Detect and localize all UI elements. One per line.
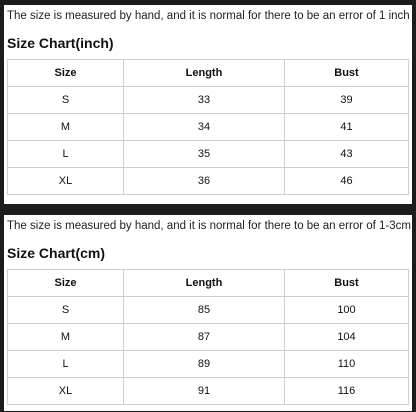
length-cell: 36: [124, 168, 285, 195]
size-cell: L: [8, 351, 124, 378]
table-row: [8, 297, 409, 324]
header-size: Size: [8, 270, 124, 297]
size-table: [7, 59, 409, 195]
size-cell: S: [8, 297, 124, 324]
measurement-note: The size is measured by hand, and it is normal for there to be an error of 1-3cm: [7, 220, 411, 232]
inch-size-chart-panel: [4, 5, 412, 204]
header-length: Length: [124, 60, 285, 87]
size-table: [7, 269, 409, 405]
size-cell: S: [8, 87, 124, 114]
measurement-note: The size is measured by hand, and it is normal for there to be an error of 1 inch: [7, 10, 410, 22]
chart-title: Size Chart(cm): [7, 245, 106, 261]
length-cell: 85: [124, 297, 285, 324]
bust-cell: 100: [285, 297, 409, 324]
chart-title: Size Chart(inch): [7, 35, 114, 51]
size-cell: M: [8, 114, 124, 141]
header-length: Length: [124, 270, 285, 297]
length-cell: 89: [124, 351, 285, 378]
cm-size-chart-panel: [4, 215, 412, 411]
table-row: [8, 351, 409, 378]
table-row: [8, 378, 409, 405]
table-row: [8, 141, 409, 168]
size-cell: M: [8, 324, 124, 351]
length-cell: 91: [124, 378, 285, 405]
size-cell: L: [8, 141, 124, 168]
bust-cell: 110: [285, 351, 409, 378]
header-bust: Bust: [285, 60, 409, 87]
bust-cell: 43: [285, 141, 409, 168]
header-bust: Bust: [285, 270, 409, 297]
bust-cell: 39: [285, 87, 409, 114]
bust-cell: 104: [285, 324, 409, 351]
table-row: [8, 168, 409, 195]
header-row: [8, 60, 409, 87]
bust-cell: 41: [285, 114, 409, 141]
length-cell: 87: [124, 324, 285, 351]
length-cell: 34: [124, 114, 285, 141]
header-row: [8, 270, 409, 297]
bust-cell: 116: [285, 378, 409, 405]
length-cell: 33: [124, 87, 285, 114]
size-cell: XL: [8, 168, 124, 195]
length-cell: 35: [124, 141, 285, 168]
table-row: [8, 87, 409, 114]
table-row: [8, 114, 409, 141]
size-cell: XL: [8, 378, 124, 405]
bust-cell: 46: [285, 168, 409, 195]
header-size: Size: [8, 60, 124, 87]
table-row: [8, 324, 409, 351]
